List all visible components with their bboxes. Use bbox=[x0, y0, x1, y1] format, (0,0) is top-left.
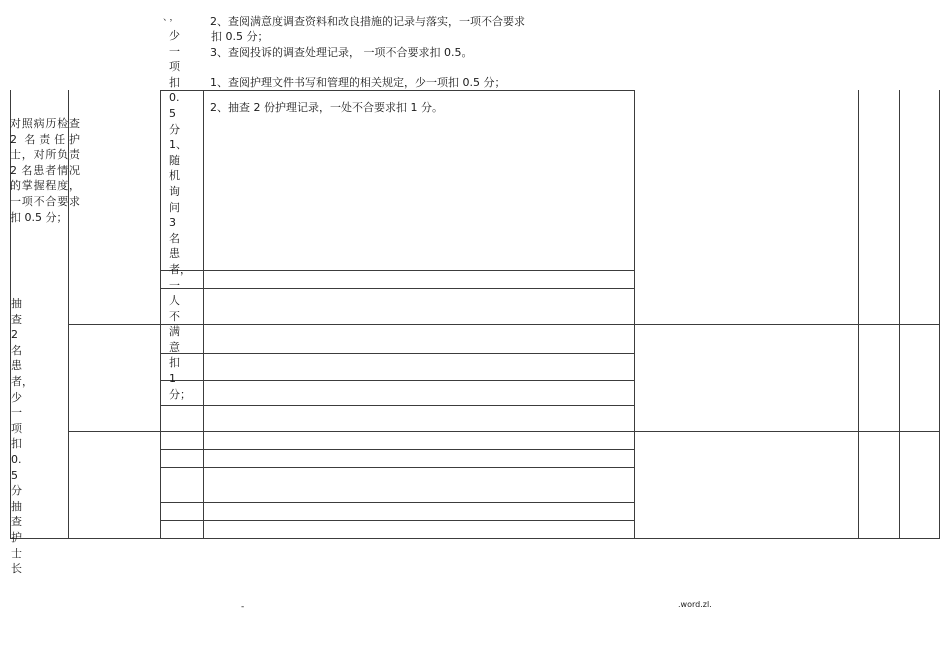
item-line: 3、查阅投诉的调查处理记录， 一项不合要求扣 0.5。 bbox=[210, 46, 473, 59]
row-line bbox=[160, 380, 635, 381]
row-line bbox=[160, 467, 635, 468]
row-line bbox=[160, 449, 635, 450]
row-line bbox=[160, 270, 635, 271]
scoring-column-text: 少一项扣0.5分1、随机询问3名患者，一人不满意扣1分； bbox=[169, 29, 191, 401]
item-line: 1、查阅护理文件书写和管理的相关规定，少一项扣 0.5 分； bbox=[210, 76, 506, 89]
row-line bbox=[160, 502, 635, 503]
column-line bbox=[203, 90, 204, 539]
top-fragment: 、， bbox=[163, 13, 181, 23]
item-line: 扣 0.5 分； bbox=[211, 30, 269, 43]
left-vertical-text: 抽查2名患者，少一项扣0.5分抽查护士长 bbox=[11, 297, 33, 576]
item-line: 2、查阅满意度调查资料和改良措施的记录与落实，一项不合要求 bbox=[210, 15, 525, 28]
row-line bbox=[160, 353, 635, 354]
row-line bbox=[160, 288, 635, 289]
column-line bbox=[939, 90, 940, 539]
footer-mark: .word.zl. bbox=[678, 600, 712, 609]
left-block-text: 对照病历检查 2 名责任护士，对所负责 2 名患者情况的掌握程度，一项不合要求扣 0.5 分； bbox=[10, 117, 80, 224]
footer-dash: - bbox=[241, 602, 245, 612]
row-line bbox=[160, 520, 635, 521]
row-line bbox=[160, 90, 635, 91]
row-line bbox=[68, 324, 940, 325]
row-line bbox=[160, 405, 635, 406]
column-line bbox=[858, 90, 859, 539]
item-line: 2、抽查 2 份护理记录，一处不合要求扣 1 分。 bbox=[210, 101, 443, 114]
row-line bbox=[10, 538, 940, 539]
column-line bbox=[160, 90, 161, 539]
row-line bbox=[68, 431, 940, 432]
column-line bbox=[899, 90, 900, 539]
column-line bbox=[634, 90, 635, 539]
